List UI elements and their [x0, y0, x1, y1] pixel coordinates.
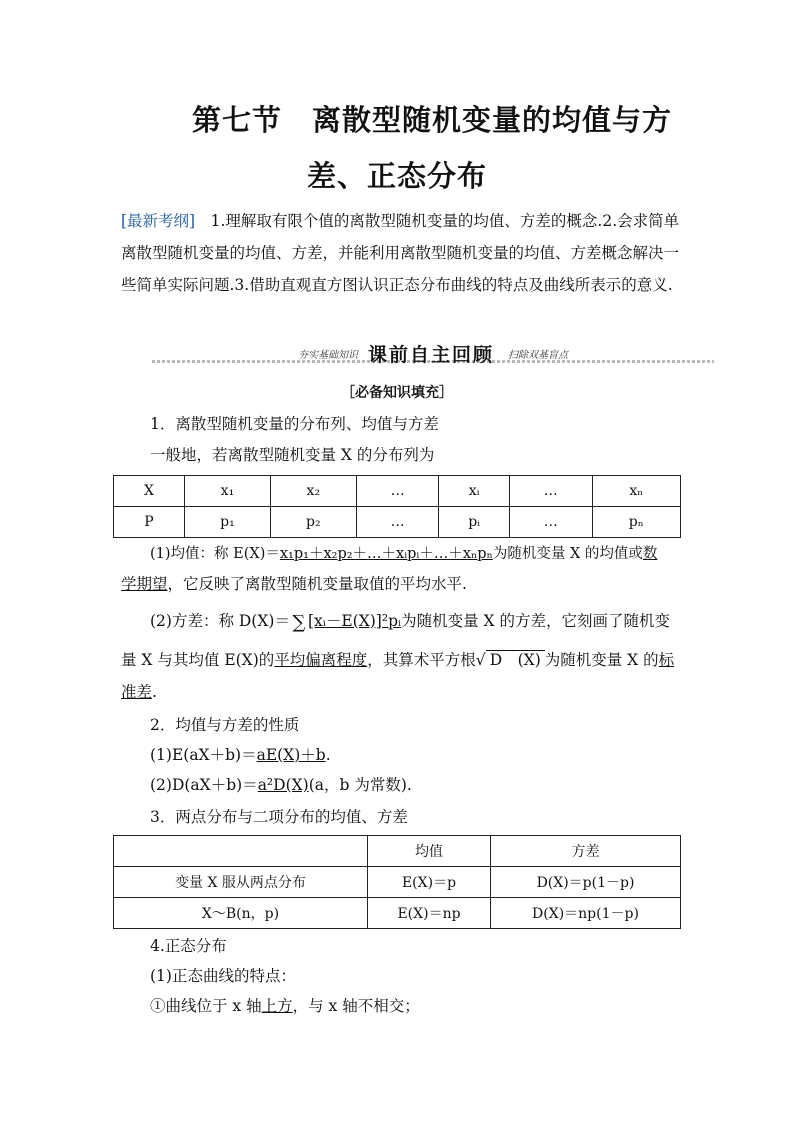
- text-fragment: ，与 x 轴不相交；: [292, 997, 420, 1015]
- text-fragment: .: [152, 683, 157, 701]
- table-cell: …: [356, 507, 439, 538]
- text-fragment: (2)方差：称 D(X)＝: [150, 612, 290, 630]
- table-cell: D(X)＝p(1－p): [491, 867, 681, 898]
- text-fragment: ，它反映了离散型随机变量取值的平均水平.: [167, 575, 467, 593]
- variance-formula: [xᵢ－E(X)]²pᵢ: [307, 612, 402, 630]
- table-row: [114, 898, 681, 929]
- s1-heading: 1．离散型随机变量的分布列、均值与方差: [150, 415, 439, 433]
- distribution-table: [113, 475, 681, 538]
- sqrt-icon: √: [475, 651, 486, 669]
- table-cell: X: [114, 476, 185, 507]
- s3-heading: 3．两点分布与二项分布的均值、方差: [150, 808, 408, 826]
- s4-item-1: [150, 994, 420, 1016]
- table-cell: E(X)＝p: [368, 867, 491, 898]
- table-cell: 均值: [368, 836, 491, 867]
- banner-title: 课前自主回顾: [368, 344, 495, 366]
- table-cell: [114, 836, 368, 867]
- table-cell: xᵢ: [439, 476, 509, 507]
- underlined-term: 学期望: [121, 575, 168, 593]
- mean-formula: x₁p₁＋x₂p₂＋…＋xᵢpᵢ＋…＋xₙpₙ: [279, 546, 493, 562]
- text-fragment: (2)D(aX＋b)＝: [150, 776, 258, 794]
- sqrt-content: D (X): [486, 650, 545, 669]
- table-cell: pₙ: [592, 507, 680, 538]
- page-title-line1: 第七节 离散型随机变量的均值与方: [192, 103, 673, 137]
- syllabus-paragraph: [121, 205, 681, 301]
- table-cell: p₂: [270, 507, 356, 538]
- table-cell: …: [356, 476, 439, 507]
- table-cell: 方差: [491, 836, 681, 867]
- variance-definition-line3: [121, 680, 157, 702]
- property-1: [150, 743, 331, 765]
- table-row: [114, 476, 681, 507]
- distribution-summary-table: [113, 835, 681, 929]
- mean-definition-line2: [121, 572, 467, 594]
- knowledge-header: ［必备知识填充］: [341, 385, 453, 401]
- s2-heading: 2．均值与方差的性质: [150, 716, 300, 734]
- table-cell: x₁: [185, 476, 271, 507]
- table-row: [114, 867, 681, 898]
- text-fragment: 量 X 与其均值 E(X)的: [121, 651, 275, 669]
- banner-left-text: 夯实基础知识: [298, 350, 358, 361]
- s4-heading: 4.正态分布: [150, 937, 227, 955]
- s4-subheading: (1)正态曲线的特点：: [150, 967, 296, 985]
- table-cell: …: [509, 507, 592, 538]
- syllabus-text: 1.理解取有限个值的离散型随机变量的均值、方差的概念.2.会求简单离散型随机变量的均值、方差，并能利用离散型随机变量的均值、方差概念解决一些简单实际问题.3.借助直观直方图认识正态分布曲线的特点及曲线所表示的意义.: [121, 212, 680, 294]
- table-cell: 变量 X 服从两点分布: [114, 867, 368, 898]
- table-cell: D(X)＝np(1－p): [491, 898, 681, 929]
- underlined-term: aE(X)＋b: [256, 746, 326, 764]
- underlined-term: 标: [658, 651, 675, 669]
- table-cell: …: [509, 476, 592, 507]
- text-fragment: 为随机变量 X 的方差，它刻画了随机变: [401, 612, 670, 630]
- text-fragment: ①曲线位于 x 轴: [150, 997, 262, 1015]
- table-cell: x₂: [270, 476, 356, 507]
- property-2: [150, 773, 412, 795]
- variance-definition-line1: [150, 609, 670, 633]
- underlined-term: a²D(X): [257, 776, 309, 794]
- table-cell: pᵢ: [439, 507, 509, 538]
- variance-definition-line2: [121, 648, 674, 670]
- underlined-term: 数: [642, 546, 658, 562]
- text-fragment: 为随机变量 X 的: [544, 651, 659, 669]
- s1-intro: 一般地，若离散型随机变量 X 的分布列为: [150, 446, 435, 464]
- mean-definition-line1: [150, 542, 657, 563]
- table-cell: p₁: [185, 507, 271, 538]
- text-fragment: (1)E(aX＋b)＝: [150, 746, 257, 764]
- summation-icon: ∑: [292, 611, 306, 633]
- syllabus-tag: [最新考纲]: [121, 212, 196, 230]
- underlined-term: 准差: [121, 683, 153, 701]
- table-cell: E(X)＝np: [368, 898, 491, 929]
- table-cell: X～B(n，p): [114, 898, 368, 929]
- text-fragment: 为随机变量 X 的均值或: [492, 546, 643, 562]
- table-cell: xₙ: [592, 476, 680, 507]
- table-row: [114, 507, 681, 538]
- page-title-line2: 差、正态分布: [307, 159, 488, 193]
- text-fragment: .: [325, 746, 331, 764]
- text-fragment: (1)均值：称 E(X)＝: [150, 546, 280, 562]
- section-banner: [152, 340, 714, 366]
- underlined-term: 上方: [261, 997, 293, 1015]
- table-row: [114, 836, 681, 867]
- text-fragment: ，其算术平方根: [367, 651, 476, 669]
- table-cell: P: [114, 507, 185, 538]
- text-fragment: (a，b 为常数).: [308, 776, 412, 794]
- underlined-term: 平均偏离程度: [274, 651, 368, 669]
- banner-right-text: 扫除双基盲点: [508, 350, 568, 361]
